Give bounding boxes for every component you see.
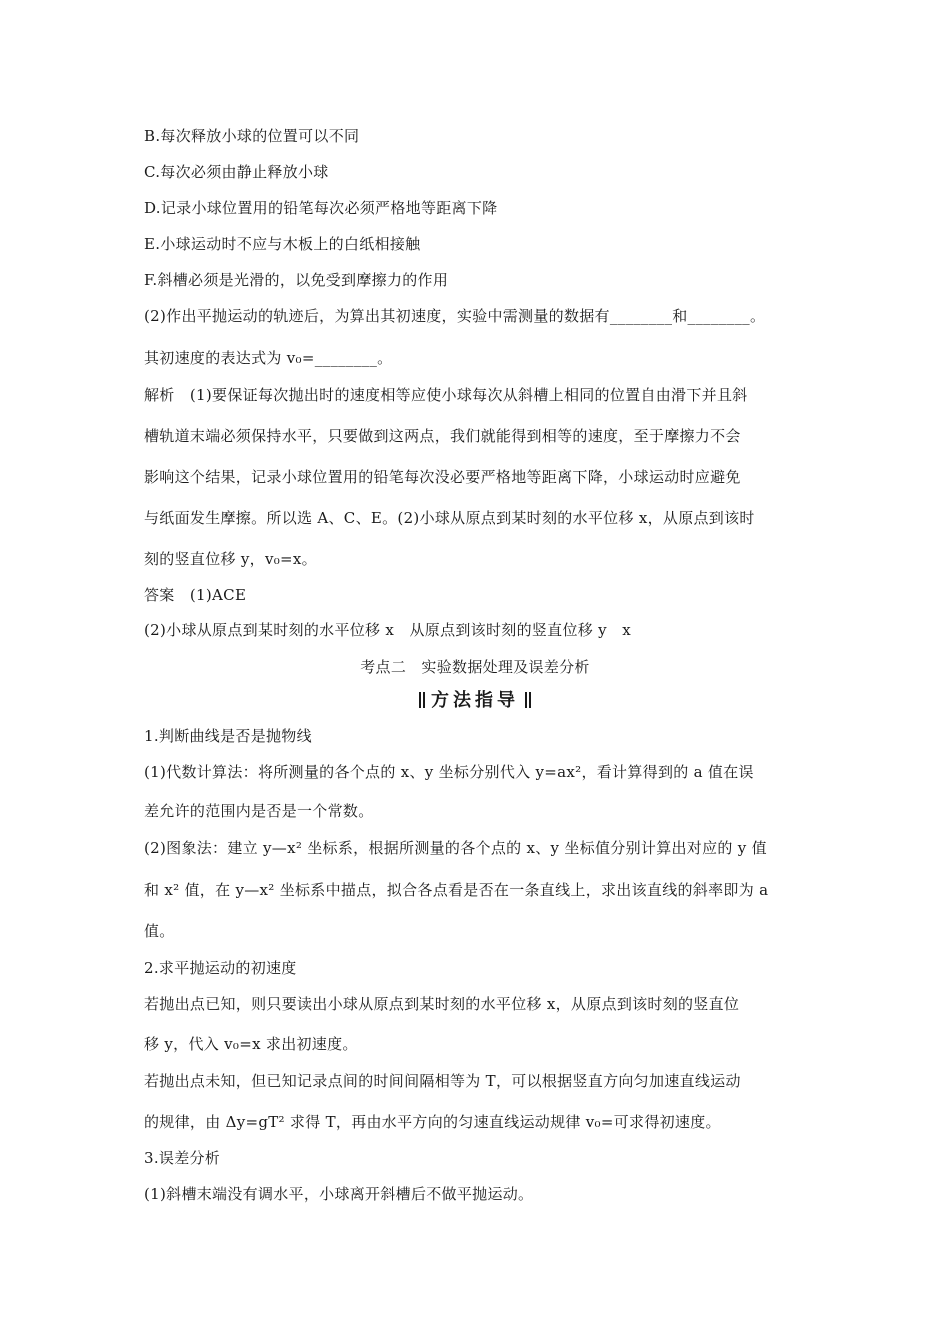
paragraph-line: (1)代数计算法：将所测量的各个点的 x、y 坐标分别代入 y=ax²，看计算得到的 a 值在误 bbox=[144, 763, 754, 781]
subheading: 3.误差分析 bbox=[144, 1149, 221, 1167]
paragraph-line: 的规律，由 Δy=gT² 求得 T，再由水平方向的匀速直线运动规律 v₀=可求得初速度。 bbox=[144, 1113, 721, 1131]
question-part-2: (2)作出平抛运动的轨迹后，为算出其初速度，实验中需测量的数据有________和________。 bbox=[144, 307, 766, 325]
analysis-line: 与纸面发生摩擦。所以选 A、C、E。(2)小球从原点到某时刻的水平位移 x，从原点到该时 bbox=[144, 509, 755, 527]
option-c: C.每次必须由静止释放小球 bbox=[144, 163, 329, 181]
method-guide-label: 方法指导 bbox=[431, 690, 519, 711]
method-guide-heading bbox=[0, 689, 950, 713]
paragraph-line: 若抛出点已知，则只要读出小球从原点到某时刻的水平位移 x，从原点到该时刻的竖直位 bbox=[144, 995, 740, 1013]
paragraph-line: 值。 bbox=[144, 922, 175, 940]
heading-bar-left bbox=[419, 692, 425, 708]
question-part-2-expression: 其初速度的表达式为 v₀=________。 bbox=[144, 349, 393, 367]
paragraph-line: 和 x² 值，在 y—x² 坐标系中描点，拟合各点看是否在一条直线上，求出该直线的斜率即为 a bbox=[144, 881, 769, 899]
section-title: 考点二 实验数据处理及误差分析 bbox=[360, 658, 590, 676]
option-d: D.记录小球位置用的铅笔每次必须严格地等距离下降 bbox=[144, 199, 498, 217]
paragraph-line: 若抛出点未知，但已知记录点间的时间间隔相等为 T，可以根据竖直方向匀加速直线运动 bbox=[144, 1072, 741, 1090]
subheading: 1.判断曲线是否是抛物线 bbox=[144, 727, 312, 745]
analysis-line: 影响这个结果，记录小球位置用的铅笔每次没必要严格地等距离下降，小球运动时应避免 bbox=[144, 468, 741, 486]
paragraph-line: (1)斜槽末端没有调水平，小球离开斜槽后不做平抛运动。 bbox=[144, 1185, 534, 1203]
subheading: 2.求平抛运动的初速度 bbox=[144, 959, 297, 977]
heading-bar-right bbox=[525, 692, 531, 708]
paragraph-line: (2)图象法：建立 y—x² 坐标系，根据所测量的各个点的 x、y 坐标值分别计算出对应的 y 值 bbox=[144, 839, 767, 857]
paragraph-line: 差允许的范围内是否是一个常数。 bbox=[144, 802, 374, 820]
analysis-line: 刻的竖直位移 y，v₀=x。 bbox=[144, 550, 317, 568]
analysis-line: 槽轨道末端必须保持水平，只要做到这两点，我们就能得到相等的速度，至于摩擦力不会 bbox=[144, 427, 741, 445]
answer-line: 答案 (1)ACE bbox=[144, 586, 247, 604]
analysis-line: 解析 (1)要保证每次抛出时的速度相等应使小球每次从斜槽上相同的位置自由滑下并且斜 bbox=[144, 386, 748, 404]
option-f: F.斜槽必须是光滑的，以免受到摩擦力的作用 bbox=[144, 271, 449, 289]
paragraph-line: 移 y，代入 v₀=x 求出初速度。 bbox=[144, 1035, 358, 1053]
option-e: E.小球运动时不应与木板上的白纸相接触 bbox=[144, 235, 421, 253]
option-b: B.每次释放小球的位置可以不同 bbox=[144, 127, 360, 145]
answer-line: (2)小球从原点到某时刻的水平位移 x 从原点到该时刻的竖直位移 y x bbox=[144, 621, 631, 639]
